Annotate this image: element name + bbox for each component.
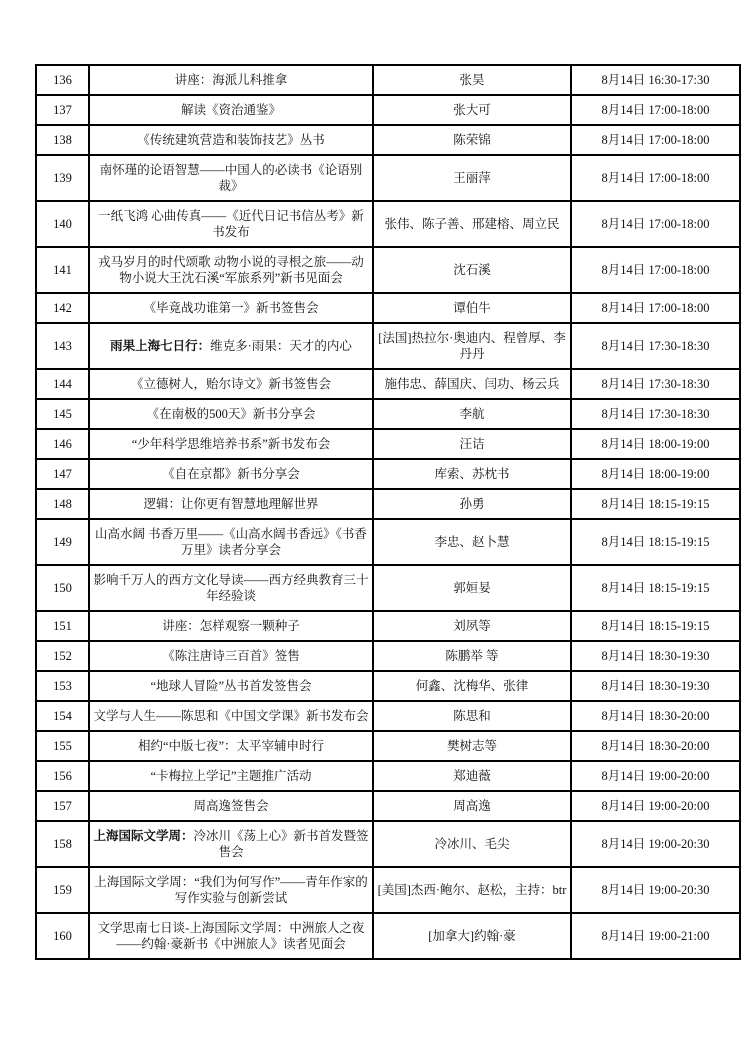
row-number: 151 <box>53 619 72 633</box>
row-number: 158 <box>53 837 72 851</box>
event-title-cell <box>89 489 373 519</box>
speaker-cell <box>373 761 571 791</box>
speaker-cell <box>373 489 571 519</box>
row-number-cell <box>36 611 89 641</box>
event-title: 周高逸签售会 <box>193 799 269 813</box>
datetime-cell <box>571 519 740 565</box>
row-number: 159 <box>53 883 72 897</box>
row-number: 152 <box>53 649 72 663</box>
speaker-cell <box>373 701 571 731</box>
event-title-cell <box>89 913 373 959</box>
speaker-names: 王丽萍 <box>453 171 491 185</box>
table-row <box>36 429 740 459</box>
table-row <box>36 293 740 323</box>
speaker-names: 施伟忠、薛国庆、闫功、杨云兵 <box>384 377 560 391</box>
event-title: 一纸飞鸿 心曲传真——《近代日记书信丛考》新书发布 <box>98 209 364 239</box>
speaker-cell <box>373 671 571 701</box>
speaker-cell <box>373 791 571 821</box>
speaker-names: 李忠、赵卜慧 <box>434 535 510 549</box>
event-title: 《陈注唐诗三百首》签售 <box>162 649 300 663</box>
table-row <box>36 821 740 867</box>
speaker-names: 陈思和 <box>453 709 491 723</box>
speaker-cell <box>373 429 571 459</box>
speaker-names: [法国]热拉尔·奥迪内、程曾厚、李丹丹 <box>378 331 566 361</box>
row-number: 147 <box>53 467 72 481</box>
event-title: 逻辑：让你更有智慧地理解世界 <box>143 497 319 511</box>
row-number-cell <box>36 95 89 125</box>
table-row <box>36 701 740 731</box>
event-title: 山高水阔 书香万里——《山高水阔书香远》《书香万里》读者分享会 <box>95 527 367 557</box>
event-datetime: 8月14日 18:30-20:00 <box>601 739 710 753</box>
event-title-cell <box>89 791 373 821</box>
table-row <box>36 565 740 611</box>
row-number-cell <box>36 791 89 821</box>
datetime-cell <box>571 125 740 155</box>
speaker-names: 刘夙等 <box>453 619 491 633</box>
row-number-cell <box>36 247 89 293</box>
speaker-names: 谭伯牛 <box>453 301 491 315</box>
speaker-names: 郭姮妟 <box>453 581 491 595</box>
event-title: 《传统建筑营造和装饰技艺》丛书 <box>137 133 325 147</box>
speaker-names: 郑迪薇 <box>453 769 491 783</box>
event-title: 《自在京都》新书分享会 <box>162 467 300 481</box>
events-table <box>35 64 741 960</box>
event-datetime: 8月14日 18:15-19:15 <box>601 497 710 511</box>
event-datetime: 8月14日 19:00-20:30 <box>601 837 710 851</box>
speaker-cell <box>373 459 571 489</box>
table-row <box>36 323 740 369</box>
row-number: 160 <box>53 929 72 943</box>
event-title-cell <box>89 565 373 611</box>
row-number: 157 <box>53 799 72 813</box>
row-number: 138 <box>53 133 72 147</box>
datetime-cell <box>571 791 740 821</box>
row-number-cell <box>36 155 89 201</box>
event-datetime: 8月14日 18:30-19:30 <box>601 679 710 693</box>
row-number-cell <box>36 489 89 519</box>
row-number: 153 <box>53 679 72 693</box>
table-row <box>36 611 740 641</box>
speaker-names: 孙勇 <box>459 497 485 511</box>
event-title-cell <box>89 201 373 247</box>
datetime-cell <box>571 489 740 519</box>
row-number-cell <box>36 125 89 155</box>
event-title: 上海国际文学周：“我们为何写作”——青年作家的写作实验与创新尝试 <box>94 875 368 905</box>
event-title-cell <box>89 95 373 125</box>
row-number-cell <box>36 701 89 731</box>
event-datetime: 8月14日 18:15-19:15 <box>601 581 710 595</box>
row-number-cell <box>36 867 89 913</box>
datetime-cell <box>571 95 740 125</box>
speaker-cell <box>373 95 571 125</box>
speaker-cell <box>373 125 571 155</box>
speaker-names: 库索、苏枕书 <box>434 467 510 481</box>
event-title-cell <box>89 369 373 399</box>
event-title-cell <box>89 701 373 731</box>
event-datetime: 8月14日 18:00-19:00 <box>601 437 710 451</box>
datetime-cell <box>571 323 740 369</box>
speaker-cell <box>373 641 571 671</box>
datetime-cell <box>571 913 740 959</box>
row-number: 140 <box>53 217 72 231</box>
speaker-cell <box>373 519 571 565</box>
row-number: 139 <box>53 171 72 185</box>
event-title: 影响千万人的西方文化导读——西方经典教育三十年经验谈 <box>93 573 369 603</box>
row-number-cell <box>36 399 89 429</box>
event-title-cell <box>89 821 373 867</box>
event-title: 解读《资治通鉴》 <box>180 103 281 117</box>
event-title: 《毕竟战功谁第一》新书签售会 <box>143 301 319 315</box>
event-title-cell <box>89 247 373 293</box>
speaker-cell <box>373 399 571 429</box>
row-number: 145 <box>53 407 72 421</box>
event-title: 冷冰川《荡上心》新书首发暨签售会 <box>193 829 369 859</box>
event-title-cell <box>89 65 373 95</box>
event-title-cell <box>89 519 373 565</box>
event-title: “地球人冒险”丛书首发签售会 <box>150 679 312 693</box>
datetime-cell <box>571 369 740 399</box>
datetime-cell <box>571 867 740 913</box>
table-row <box>36 731 740 761</box>
table-row <box>36 459 740 489</box>
event-title-cell <box>89 155 373 201</box>
row-number: 143 <box>53 339 72 353</box>
table-row <box>36 791 740 821</box>
speaker-names: 何鑫、沈梅华、张律 <box>415 679 529 693</box>
event-datetime: 8月14日 17:00-18:00 <box>601 133 710 147</box>
row-number-cell <box>36 671 89 701</box>
speaker-cell <box>373 293 571 323</box>
speaker-cell <box>373 867 571 913</box>
speaker-names: 周高逸 <box>453 799 491 813</box>
speaker-names: 张大可 <box>453 103 491 117</box>
speaker-names: 张昊 <box>459 73 485 87</box>
row-number: 136 <box>53 73 72 87</box>
datetime-cell <box>571 611 740 641</box>
event-title-cell <box>89 125 373 155</box>
event-title: 戎马岁月的时代颂歌 动物小说的寻根之旅——动物小说大王沈石溪“军旅系列”新书见面会 <box>98 255 364 285</box>
speaker-cell <box>373 913 571 959</box>
event-datetime: 8月14日 18:15-19:15 <box>601 619 710 633</box>
speaker-names: 汪诘 <box>459 437 485 451</box>
event-datetime: 8月14日 17:30-18:30 <box>601 377 710 391</box>
event-datetime: 8月14日 18:30-20:00 <box>601 709 710 723</box>
row-number-cell <box>36 821 89 867</box>
row-number-cell <box>36 641 89 671</box>
table-row <box>36 519 740 565</box>
table-row <box>36 95 740 125</box>
row-number: 150 <box>53 581 72 595</box>
row-number-cell <box>36 519 89 565</box>
datetime-cell <box>571 731 740 761</box>
datetime-cell <box>571 65 740 95</box>
speaker-cell <box>373 821 571 867</box>
event-datetime: 8月14日 17:00-18:00 <box>601 217 710 231</box>
table-row <box>36 671 740 701</box>
table-row <box>36 913 740 959</box>
speaker-cell <box>373 323 571 369</box>
row-number-cell <box>36 323 89 369</box>
datetime-cell <box>571 201 740 247</box>
events-table-body <box>36 65 740 959</box>
event-title: 文学思南七日谈-上海国际文学周：中洲旅人之夜——约翰·豪新书《中洲旅人》读者见面会 <box>97 921 365 951</box>
event-title: 维克多·雨果：天才的内心 <box>210 339 352 353</box>
row-number-cell <box>36 369 89 399</box>
speaker-names: 陈鹏举 等 <box>445 649 499 663</box>
row-number-cell <box>36 201 89 247</box>
speaker-names: 冷冰川、毛尖 <box>434 837 510 851</box>
speaker-names: 樊树志等 <box>446 739 497 753</box>
event-datetime: 8月14日 19:00-20:00 <box>601 769 710 783</box>
table-row <box>36 369 740 399</box>
event-title: 文学与人生——陈思和《中国文学课》新书发布会 <box>93 709 369 723</box>
datetime-cell <box>571 641 740 671</box>
event-title: 相约“中版七夜”：太平宰辅申时行 <box>137 739 325 753</box>
row-number: 156 <box>53 769 72 783</box>
row-number: 144 <box>53 377 72 391</box>
speaker-names: [美国]杰西·鲍尔、赵松，主持：btr <box>377 883 567 897</box>
row-number-cell <box>36 459 89 489</box>
datetime-cell <box>571 399 740 429</box>
table-row <box>36 201 740 247</box>
table-row <box>36 489 740 519</box>
speaker-cell <box>373 155 571 201</box>
speaker-cell <box>373 565 571 611</box>
speaker-names: 张伟、陈子善、邢建榕、周立民 <box>384 217 560 231</box>
event-datetime: 8月14日 19:00-21:00 <box>601 929 710 943</box>
event-title-cell <box>89 323 373 369</box>
datetime-cell <box>571 459 740 489</box>
table-row <box>36 761 740 791</box>
event-title: “少年科学思维培养书系”新书发布会 <box>131 437 331 451</box>
row-number-cell <box>36 429 89 459</box>
event-title-bold-prefix: 上海国际文学周： <box>93 829 194 843</box>
table-row <box>36 155 740 201</box>
event-title-cell <box>89 761 373 791</box>
datetime-cell <box>571 565 740 611</box>
event-datetime: 8月14日 16:30-17:30 <box>601 73 710 87</box>
table-row <box>36 65 740 95</box>
event-datetime: 8月14日 17:00-18:00 <box>601 263 710 277</box>
row-number-cell <box>36 293 89 323</box>
speaker-names: 陈荣锦 <box>453 133 491 147</box>
speaker-cell <box>373 369 571 399</box>
event-datetime: 8月14日 17:30-18:30 <box>601 339 710 353</box>
event-title-cell <box>89 429 373 459</box>
row-number: 148 <box>53 497 72 511</box>
event-title: 南怀瑾的论语智慧——中国人的必读书《论语别裁》 <box>99 163 363 193</box>
event-title-bold-prefix: 雨果上海七日行： <box>110 339 211 353</box>
speaker-cell <box>373 247 571 293</box>
event-datetime: 8月14日 18:00-19:00 <box>601 467 710 481</box>
event-title-cell <box>89 399 373 429</box>
datetime-cell <box>571 821 740 867</box>
table-row <box>36 867 740 913</box>
datetime-cell <box>571 701 740 731</box>
datetime-cell <box>571 247 740 293</box>
speaker-cell <box>373 611 571 641</box>
event-title: 《在南极的500天》新书分享会 <box>146 407 316 421</box>
event-datetime: 8月14日 19:00-20:00 <box>601 799 710 813</box>
row-number-cell <box>36 731 89 761</box>
speaker-names: 沈石溪 <box>453 263 491 277</box>
event-datetime: 8月14日 17:00-18:00 <box>601 301 710 315</box>
row-number-cell <box>36 565 89 611</box>
table-row <box>36 399 740 429</box>
row-number-cell <box>36 761 89 791</box>
event-datetime: 8月14日 17:30-18:30 <box>601 407 710 421</box>
speaker-names: 李航 <box>459 407 485 421</box>
row-number-cell <box>36 913 89 959</box>
speaker-cell <box>373 731 571 761</box>
event-datetime: 8月14日 19:00-20:30 <box>601 883 710 897</box>
event-datetime: 8月14日 18:15-19:15 <box>601 535 710 549</box>
event-datetime: 8月14日 17:00-18:00 <box>601 103 710 117</box>
event-title: 讲座：海派儿科推拿 <box>174 73 288 87</box>
row-number: 155 <box>53 739 72 753</box>
row-number: 137 <box>53 103 72 117</box>
event-title: “卡梅拉上学记”主题推广活动 <box>150 769 312 783</box>
row-number: 154 <box>53 709 72 723</box>
row-number-cell <box>36 65 89 95</box>
event-title-cell <box>89 611 373 641</box>
table-row <box>36 247 740 293</box>
row-number: 146 <box>53 437 72 451</box>
datetime-cell <box>571 155 740 201</box>
datetime-cell <box>571 671 740 701</box>
speaker-cell <box>373 201 571 247</box>
row-number: 149 <box>53 535 72 549</box>
event-datetime: 8月14日 17:00-18:00 <box>601 171 710 185</box>
table-row <box>36 641 740 671</box>
table-row <box>36 125 740 155</box>
event-title-cell <box>89 293 373 323</box>
event-datetime: 8月14日 18:30-19:30 <box>601 649 710 663</box>
row-number: 141 <box>53 263 72 277</box>
row-number: 142 <box>53 301 72 315</box>
datetime-cell <box>571 429 740 459</box>
speaker-cell <box>373 65 571 95</box>
event-title-cell <box>89 641 373 671</box>
event-title-cell <box>89 671 373 701</box>
event-title-cell <box>89 731 373 761</box>
event-title: 讲座：怎样观察一颗种子 <box>162 619 300 633</box>
event-title-cell <box>89 459 373 489</box>
speaker-names: [加拿大]约翰·豪 <box>428 929 516 943</box>
event-title: 《立德树人，贻尔诗文》新书签售会 <box>130 377 331 391</box>
datetime-cell <box>571 293 740 323</box>
event-title-cell <box>89 867 373 913</box>
datetime-cell <box>571 761 740 791</box>
